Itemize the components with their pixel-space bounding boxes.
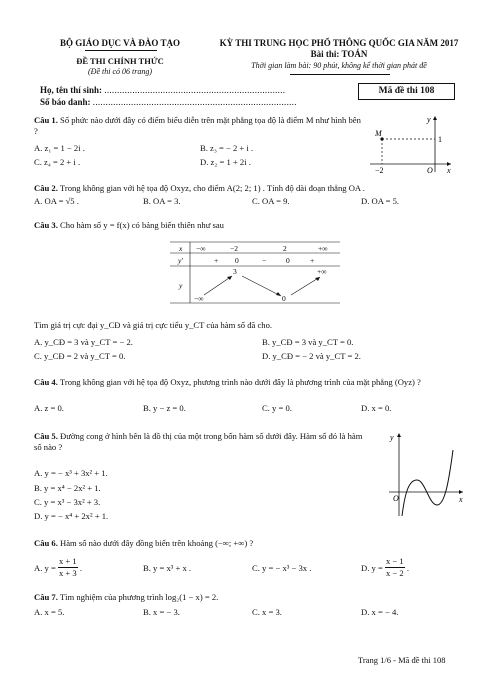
q7-option-c[interactable]: C. x = 3.: [252, 607, 282, 617]
question-1-text: [34, 115, 364, 136]
q5-curve: [402, 450, 453, 516]
candidate-name-label: Họ, tên thí sinh:: [40, 85, 105, 95]
time-note: Thời gian làm bài: 90 phút, không kể thời gian phát đề: [251, 60, 427, 70]
q2-option-c[interactable]: C. OA = 9.: [252, 196, 290, 206]
q3-ask: Tìm giá trị cực đại y_CĐ và giá trị cực tiểu y_CT của hàm số đã cho.: [34, 320, 273, 330]
question-3-body: Cho hàm số y = f(x) có bảng biến thiên như sau: [57, 220, 224, 230]
q5-y-arrow: [397, 433, 401, 437]
q3-yp-minus: −: [262, 256, 267, 265]
q1-option-c[interactable]: C. z₄ = 2 + i .: [34, 157, 81, 167]
header-underline-right: [290, 74, 390, 75]
q1-complex-plane-figure: [365, 112, 455, 174]
question-6-body: Hàm số nào dưới đây đồng biến trên khoảng (−∞; +∞) ?: [57, 538, 254, 548]
header-left: [40, 38, 200, 77]
candidate-id-label: Số báo danh:: [40, 97, 93, 107]
q7-option-a[interactable]: A. x = 5.: [34, 607, 65, 617]
q6-option-a[interactable]: [34, 556, 82, 578]
q3-arrow-up2: [291, 277, 320, 295]
q5-y-label: y: [390, 433, 394, 442]
q6-option-a-denominator: x + 3: [58, 567, 77, 578]
q6-option-a-suffix: .: [79, 563, 83, 573]
q5-option-d[interactable]: D. y = − x⁴ + 2x² + 1.: [34, 511, 109, 521]
q3-arrow-down: [242, 276, 281, 296]
q6-option-d[interactable]: [361, 556, 409, 578]
q6-option-a-numerator: x + 1: [58, 556, 77, 566]
ministry-name: BỘ GIÁO DỤC VÀ ĐÀO TẠO: [60, 38, 180, 48]
candidate-name-field[interactable]: .......................................................................: [104, 85, 286, 95]
q3-yp-label: y': [178, 256, 183, 265]
question-6-number: Câu 6.: [34, 538, 58, 548]
q1-y-label: y: [427, 115, 431, 124]
q1-y-arrow: [433, 116, 437, 120]
q3-option-c[interactable]: C. y_CĐ = 2 và y_CT = 0.: [34, 351, 126, 361]
question-4-text: [34, 377, 454, 388]
question-3-number: Câu 3.: [34, 220, 58, 230]
q1-tick-1: 1: [438, 135, 442, 144]
question-2-number: Câu 2.: [34, 183, 58, 193]
q5-x-label: x: [459, 495, 463, 504]
q5-origin-label: O: [393, 494, 399, 503]
question-6-text: [34, 538, 454, 549]
q5-option-b[interactable]: B. y = x⁴ − 2x² + 1.: [34, 483, 101, 493]
question-2-text: [34, 183, 454, 194]
q3-yp-zero1: 0: [235, 256, 239, 265]
question-7-body: Tìm nghiệm của phương trình log₂(1 − x) = 2.: [57, 592, 219, 602]
q1-option-a[interactable]: A. z₁ = 1 − 2i .: [34, 143, 85, 153]
q1-tick-neg2: −2: [375, 166, 384, 174]
q1-m-label: M: [375, 129, 382, 138]
q3-y-label: y: [179, 281, 183, 290]
pages-note: (Đề thi có 06 trang): [88, 66, 152, 76]
subject-label: Bài thi: TOÁN: [310, 49, 368, 60]
q3-arrow-up1: [204, 276, 232, 295]
q3-yp-plus1: +: [214, 256, 219, 265]
q6-option-a-prefix: A. y =: [34, 563, 58, 573]
q4-option-a[interactable]: A. z = 0.: [34, 403, 64, 413]
q3-yp-zero2: 0: [286, 256, 290, 265]
q6-option-b[interactable]: B. y = x³ + x .: [143, 563, 192, 573]
question-2-body: Trong không gian với hệ tọa độ Oxyz, cho điểm A(2; 2; 1) . Tính độ dài đoạn thẳng OA .: [57, 183, 365, 193]
q3-arrowhead-down: [276, 292, 281, 296]
q5-x-arrow: [459, 490, 463, 494]
q5-graph-figure: [385, 430, 465, 520]
question-7-text: [34, 592, 454, 603]
official-label: ĐỀ THI CHÍNH THỨC: [76, 56, 164, 67]
q6-option-d-suffix: .: [406, 563, 410, 573]
question-4-number: Câu 4.: [34, 377, 58, 387]
header-right: [210, 38, 468, 71]
question-5-body: Đường cong ở hình bên là đồ thị của một trong bốn hàm số dưới đây. Hàm số đó là hàm số nào ?: [34, 431, 363, 452]
q6-option-a-fraction: [58, 556, 78, 578]
q1-option-b[interactable]: B. z₃ = − 2 + i .: [200, 143, 254, 153]
candidate-id-field[interactable]: ................................................................................: [92, 97, 297, 107]
header-underline-left: [85, 50, 157, 51]
q3-arrowhead-up1: [227, 276, 232, 280]
q3-x-pos-inf: +∞: [318, 244, 328, 253]
q6-option-c[interactable]: C. y = − x³ − 3x .: [252, 563, 312, 573]
q3-y-neg-inf: −∞: [194, 294, 204, 303]
q1-origin-label: O: [427, 166, 433, 174]
q4-option-c[interactable]: C. y = 0.: [262, 403, 292, 413]
q1-x-label: x: [447, 166, 451, 174]
q6-option-d-denominator: x − 2: [385, 567, 404, 578]
question-1-body: Số phức nào dưới đây có điểm biểu diễn trên mặt phẳng tọa độ là điểm M như hình bên ?: [34, 115, 361, 136]
q1-option-d[interactable]: D. z₂ = 1 + 2i .: [200, 157, 251, 167]
q6-option-d-prefix: D. y =: [361, 563, 385, 573]
question-5-text: [34, 431, 364, 452]
question-7-number: Câu 7.: [34, 592, 58, 602]
q3-variation-table: [170, 240, 340, 304]
q2-option-b[interactable]: B. OA = 3.: [143, 196, 181, 206]
q3-option-d[interactable]: D. y_CĐ = − 2 và y_CT = 2.: [262, 351, 361, 361]
q3-y-max: 3: [233, 267, 237, 276]
q2-option-a[interactable]: A. OA = √5 .: [34, 196, 79, 206]
q5-option-a[interactable]: A. y = − x³ + 3x² + 1.: [34, 468, 108, 478]
question-3-text: [34, 220, 454, 231]
q4-option-b[interactable]: B. y − z = 0.: [143, 403, 186, 413]
candidate-name-row: [40, 85, 285, 96]
q3-option-a[interactable]: A. y_CĐ = 3 và y_CT = − 2.: [34, 337, 133, 347]
q3-y-min: 0: [282, 294, 286, 303]
exam-code-box: Mã đề thi 108: [358, 83, 455, 100]
exam-title: KỲ THI TRUNG HỌC PHỔ THÔNG QUỐC GIA NĂM 2017: [219, 38, 459, 48]
q3-x-label: x: [179, 244, 183, 253]
question-1-number: Câu 1.: [34, 115, 58, 125]
q5-option-c[interactable]: C. y = x³ − 3x² + 3.: [34, 497, 101, 507]
q3-y-pos-inf: +∞: [317, 267, 327, 276]
q7-option-d[interactable]: D. x = − 4.: [361, 607, 399, 617]
q3-option-b[interactable]: B. y_CĐ = 3 và y_CT = 0.: [262, 337, 354, 347]
question-5-number: Câu 5.: [34, 431, 58, 441]
q7-option-b[interactable]: B. x = − 3.: [143, 607, 180, 617]
q4-option-d[interactable]: D. x = 0.: [361, 403, 392, 413]
q3-yp-plus2: +: [310, 256, 315, 265]
candidate-id-row: [40, 97, 297, 108]
q3-arrowhead-up2: [315, 277, 320, 281]
q3-x-neg-inf: −∞: [196, 244, 206, 253]
q2-option-d[interactable]: D. OA = 5.: [361, 196, 400, 206]
q3-x-2: 2: [283, 244, 287, 253]
page-footer: Trang 1/6 - Mã đề thi 108: [358, 655, 446, 665]
q6-option-d-fraction: [385, 556, 405, 578]
q6-option-d-numerator: x − 1: [385, 556, 404, 566]
q3-x-neg2: −2: [230, 244, 238, 253]
question-4-body: Trong không gian với hệ tọa độ Oxyz, phương trình nào dưới đây là phương trình của mặt phẳng (Oyz) ?: [57, 377, 421, 387]
